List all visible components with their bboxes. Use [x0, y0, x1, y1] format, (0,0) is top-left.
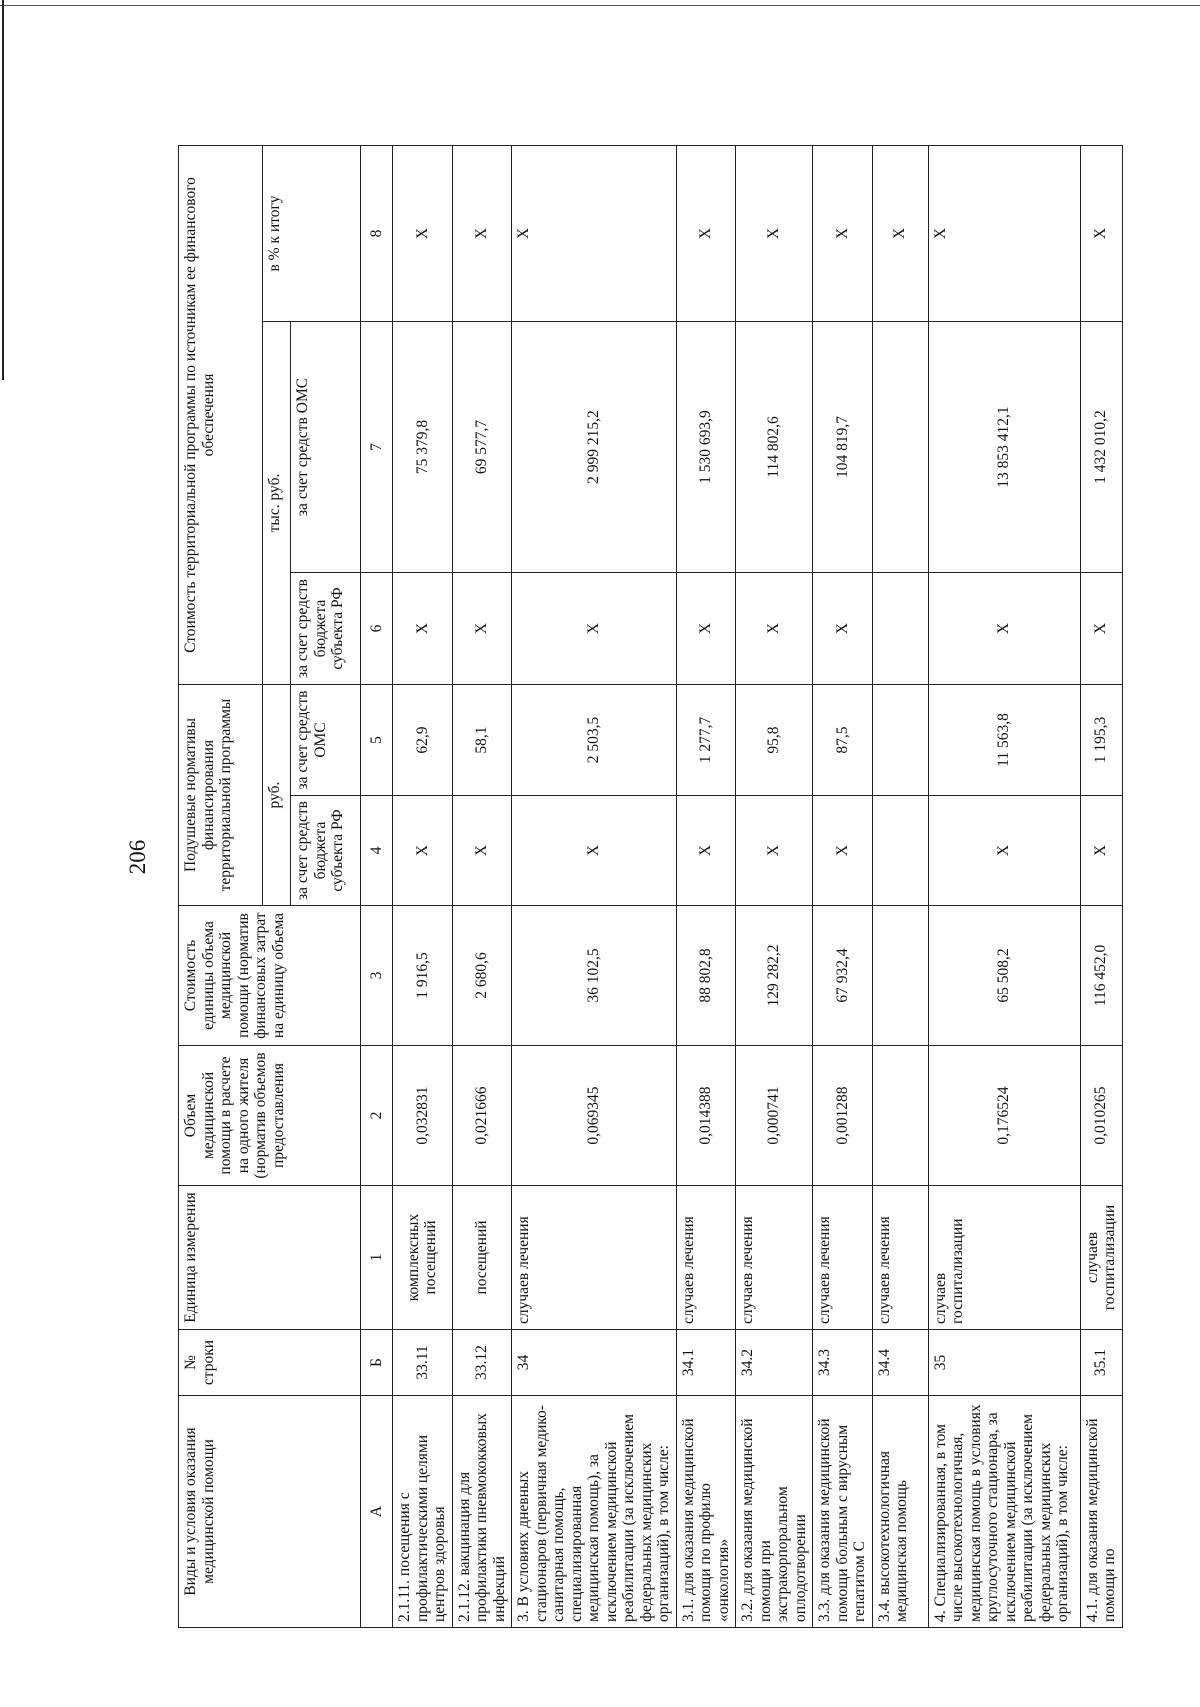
row-cost-oms: 1 432 010,2: [1080, 322, 1122, 573]
row-per-capita-oms: [872, 685, 928, 796]
row-unit-cost: 2 680,6: [452, 906, 512, 1046]
row-per-capita-budget: X: [512, 796, 677, 906]
index-cell: А: [361, 1396, 393, 1628]
row-per-capita-budget: X: [676, 796, 736, 906]
row-cost-oms: 75 379,8: [393, 322, 453, 573]
row-percent: X: [452, 145, 512, 321]
row-line-number: 34.1: [676, 1330, 736, 1396]
row-unit-cost: [872, 906, 928, 1046]
row-unit: случаев лечения: [676, 1186, 736, 1330]
row-line-number: 33.12: [452, 1330, 512, 1396]
row-per-capita-budget: X: [1080, 796, 1122, 906]
row-cost-oms: 2 999 215,2: [512, 322, 677, 573]
table-row: [736, 145, 813, 1627]
row-percent: X: [736, 145, 813, 321]
row-volume: 0,010265: [1080, 1046, 1122, 1186]
row-name: 4.1. для оказания медицинской помощи по: [1080, 1396, 1122, 1628]
header-group-per-capita: Подушевые нормативы финансирования территориальной программы: [179, 685, 263, 906]
header-col-5: за счет средств ОМС: [291, 685, 361, 796]
row-name: 3.2. для оказания медицинской помощи при экстракорпоральном оплодотворении: [736, 1396, 813, 1628]
index-cell: 4: [361, 796, 393, 906]
row-line-number: 34.2: [736, 1330, 813, 1396]
row-cost-oms: 104 819,7: [813, 322, 873, 573]
row-per-capita-budget: [872, 796, 928, 906]
index-cell: 8: [361, 145, 393, 321]
row-name: 3.3. для оказания медицинской помощи больным с вирусным гепатитом С: [813, 1396, 873, 1628]
header-thousand-rub: тыс. руб.: [263, 322, 291, 685]
row-cost-oms: [872, 322, 928, 573]
header-group-program-cost: Стоимость территориальной программы по источникам ее финансового обеспечения: [179, 145, 263, 684]
row-unit: случаев лечения: [512, 1186, 677, 1330]
left-scan-edge: [2, 0, 4, 380]
row-name: 3.1. для оказания медицинской помощи по профилю «онкология»: [676, 1396, 736, 1628]
index-cell: 6: [361, 573, 393, 685]
row-volume: 0,021666: [452, 1046, 512, 1186]
row-cost-budget: X: [393, 573, 453, 685]
header-rub: руб.: [263, 685, 291, 906]
column-index-row: [361, 145, 393, 1627]
header-col-8: в % к итогу: [263, 145, 361, 321]
index-cell: 2: [361, 1046, 393, 1186]
row-volume: 0,001288: [813, 1046, 873, 1186]
row-unit-cost: 36 102,5: [512, 906, 677, 1046]
row-per-capita-budget: X: [736, 796, 813, 906]
row-per-capita-oms: 95,8: [736, 685, 813, 796]
row-cost-oms: 114 802,6: [736, 322, 813, 573]
row-percent: X: [676, 145, 736, 321]
index-cell: 3: [361, 906, 393, 1046]
index-cell: 5: [361, 685, 393, 796]
row-per-capita-budget: X: [928, 796, 1080, 906]
row-per-capita-oms: 1 277,7: [676, 685, 736, 796]
row-unit: случаев госпитализации: [1080, 1186, 1122, 1330]
row-per-capita-oms: 87,5: [813, 685, 873, 796]
header-col-b: № строки: [179, 1330, 361, 1396]
row-percent: X: [512, 145, 677, 321]
row-cost-budget: X: [676, 573, 736, 685]
row-unit: случаев лечения: [813, 1186, 873, 1330]
page-number: 206: [125, 839, 150, 875]
table-row: [393, 145, 453, 1627]
header-col-2: Объем медицинской помощи в расчете на одного жителя (норматив объемов предоставления: [179, 1046, 361, 1186]
row-per-capita-oms: 11 563,8: [928, 685, 1080, 796]
row-per-capita-budget: X: [452, 796, 512, 906]
row-name: 2.1.12. вакцинация для профилактики пневмококковых инфекций: [452, 1396, 512, 1628]
row-name: 2.1.11. посещения с профилактическими целями центров здоровья: [393, 1396, 453, 1628]
row-cost-budget: X: [928, 573, 1080, 685]
row-per-capita-oms: 62,9: [393, 685, 453, 796]
row-cost-budget: [872, 573, 928, 685]
row-percent: X: [928, 145, 1080, 321]
row-unit-cost: 116 452,0: [1080, 906, 1122, 1046]
row-per-capita-budget: X: [393, 796, 453, 906]
header-col-7: за счет средств ОМС: [291, 322, 361, 573]
row-cost-budget: X: [452, 573, 512, 685]
row-volume: [872, 1046, 928, 1186]
row-line-number: 33.11: [393, 1330, 453, 1396]
table-row: [512, 145, 677, 1627]
row-line-number: 34: [512, 1330, 677, 1396]
row-line-number: 35: [928, 1330, 1080, 1396]
row-percent: X: [872, 145, 928, 321]
row-line-number: 34.3: [813, 1330, 873, 1396]
row-unit-cost: 1 916,5: [393, 906, 453, 1046]
row-line-number: 34.4: [872, 1330, 928, 1396]
header-col-6: за счет средств бюджета субъекта РФ: [291, 573, 361, 685]
row-unit: комплексных посещений: [393, 1186, 453, 1330]
row-unit-cost: 65 508,2: [928, 906, 1080, 1046]
table-row: [676, 145, 736, 1627]
row-volume: 0,014388: [676, 1046, 736, 1186]
row-unit-cost: 88 802,8: [676, 906, 736, 1046]
header-row-1: [179, 145, 263, 1627]
header-col-a: Виды и условия оказания медицинской помощи: [179, 1396, 361, 1628]
financing-table: [178, 145, 1123, 1628]
row-name: 3.4. высокотехнологичная медицинская помощь: [872, 1396, 928, 1628]
index-cell: 7: [361, 322, 393, 573]
table-row: [813, 145, 873, 1627]
row-cost-budget: X: [1080, 573, 1122, 685]
table-row: [452, 145, 512, 1627]
header-col-1: Единица измерения: [179, 1186, 361, 1330]
row-per-capita-oms: 2 503,5: [512, 685, 677, 796]
row-name: 3. В условиях дневных стационаров (первичная медико-санитарная помощь, специализированная медицинская помощь), за исключением медицинской реабилитации (за исключением федеральных медицинских организаций), в том числе:: [512, 1396, 677, 1628]
row-volume: 0,000741: [736, 1046, 813, 1186]
row-volume: 0,176524: [928, 1046, 1080, 1186]
row-line-number: 35.1: [1080, 1330, 1122, 1396]
row-per-capita-oms: 58,1: [452, 685, 512, 796]
row-unit: случаев госпитализации: [928, 1186, 1080, 1330]
row-volume: 0,069345: [512, 1046, 677, 1186]
row-cost-oms: 69 577,7: [452, 322, 512, 573]
table-row: [928, 145, 1080, 1627]
row-cost-budget: X: [813, 573, 873, 685]
top-scan-line: [0, 5, 1200, 6]
index-cell: 1: [361, 1186, 393, 1330]
row-unit: случаев лечения: [736, 1186, 813, 1330]
row-per-capita-oms: 1 195,3: [1080, 685, 1122, 796]
row-unit-cost: 67 932,4: [813, 906, 873, 1046]
row-cost-oms: 13 853 412,1: [928, 322, 1080, 573]
row-unit: случаев лечения: [872, 1186, 928, 1330]
row-cost-oms: 1 530 693,9: [676, 322, 736, 573]
table-row: [1080, 145, 1122, 1627]
rotated-table-container: [178, 146, 1118, 1628]
row-cost-budget: X: [736, 573, 813, 685]
row-name: 4. Специализированная, в том числе высокотехнологичная, медицинская помощь в условиях круглосуточного стационара, за исключением медицинской реабилитации (за исключением федеральных медицинских организаций), в том числе:: [928, 1396, 1080, 1628]
index-cell: Б: [361, 1330, 393, 1396]
row-volume: 0,032831: [393, 1046, 453, 1186]
row-percent: X: [1080, 145, 1122, 321]
row-unit-cost: 129 282,2: [736, 906, 813, 1046]
row-percent: X: [393, 145, 453, 321]
header-col-3: Стоимость единицы объема медицинской помощи (норматив финансовых затрат на единицу объема: [179, 906, 361, 1046]
table-row: [872, 145, 928, 1627]
row-percent: X: [813, 145, 873, 321]
row-unit: посещений: [452, 1186, 512, 1330]
header-col-4: за счет средств бюджета субъекта РФ: [291, 796, 361, 906]
row-cost-budget: X: [512, 573, 677, 685]
row-per-capita-budget: X: [813, 796, 873, 906]
